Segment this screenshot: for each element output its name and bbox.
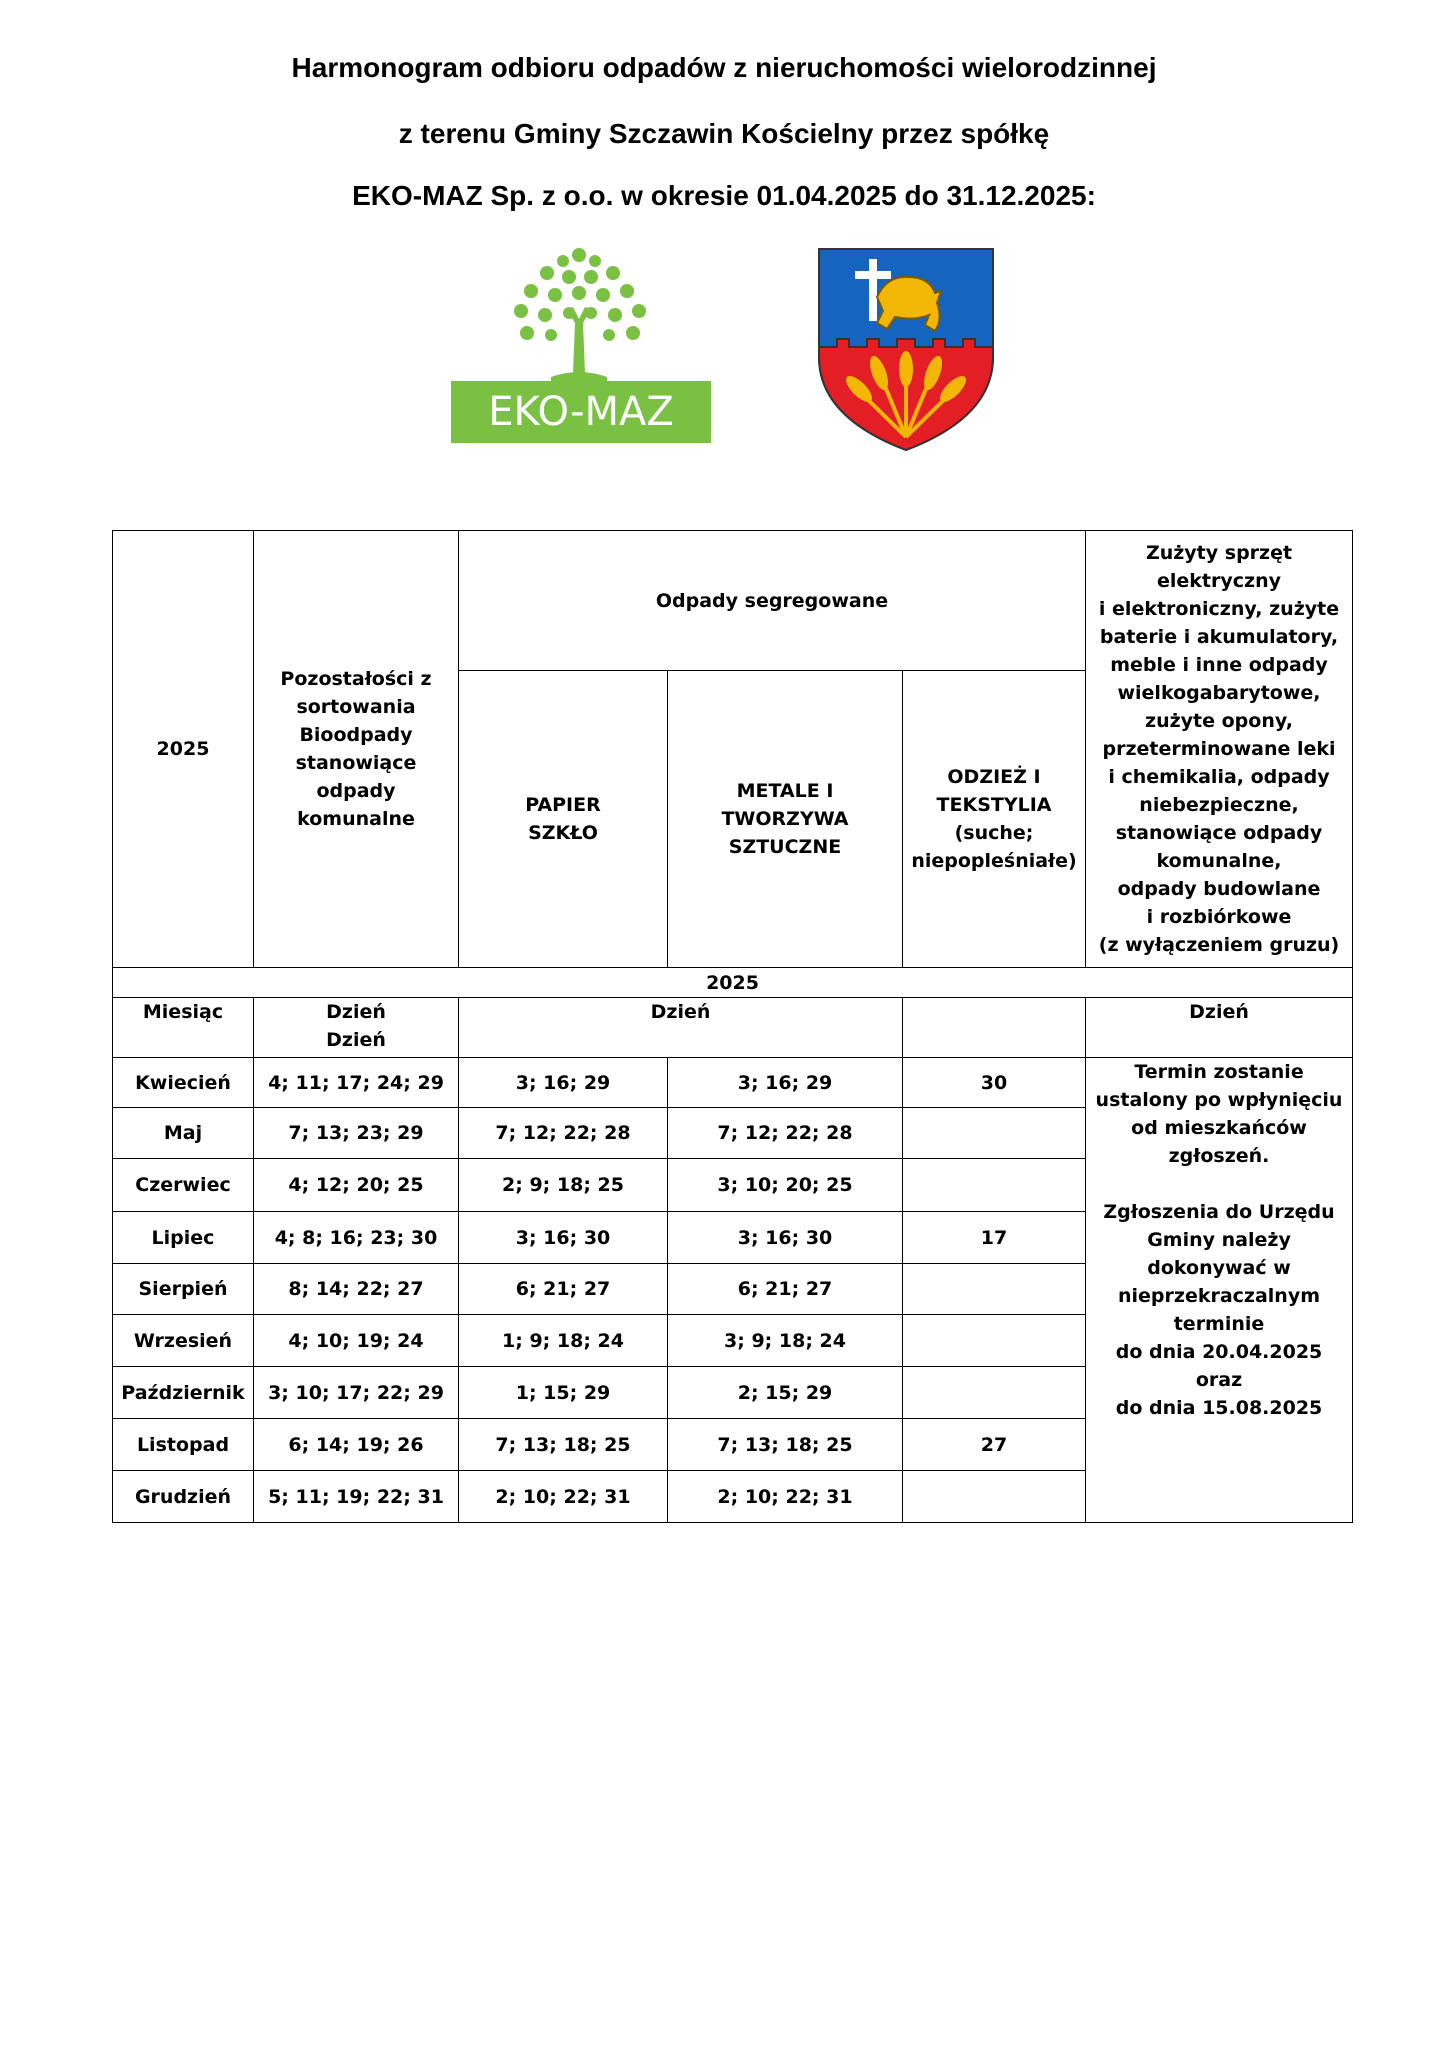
paper-glass-days: 1; 9; 18; 24 [459, 1315, 668, 1367]
bulky-waste-header-b: odpady budowlane i rozbiórkowe (z wyłączeniem gruzu) [1098, 878, 1340, 956]
day-label-textile-empty [903, 998, 1086, 1058]
month-cell: Październik [113, 1367, 254, 1419]
eko-maz-logo-text: EKO-MAZ [488, 389, 674, 435]
year-header: 2025 [113, 531, 254, 968]
document-title-line-2: z terenu Gminy Szczawin Kościelny przez spółkę [398, 118, 1050, 149]
paper-glass-days: 6; 21; 27 [459, 1264, 668, 1315]
metal-plastic-days: 7; 13; 18; 25 [668, 1419, 903, 1471]
textile-days: 17 [903, 1212, 1086, 1264]
textile-days [903, 1264, 1086, 1315]
mixed-waste-days: 3; 10; 17; 22; 29 [254, 1367, 459, 1419]
metal-plastic-days: 3; 9; 18; 24 [668, 1315, 903, 1367]
month-cell: Listopad [113, 1419, 254, 1471]
textile-header: ODZIEŻ I TEKSTYLIA (suche; niepopleśniałe) [903, 671, 1086, 968]
month-cell: Lipiec [113, 1212, 254, 1264]
month-column-label: Miesiąc [113, 998, 254, 1058]
mixed-waste-days: 5; 11; 19; 22; 31 [254, 1471, 459, 1523]
textile-days [903, 1159, 1086, 1212]
table-row [113, 1058, 1353, 1108]
coat-of-arms-image [817, 247, 995, 452]
month-cell: Grudzień [113, 1471, 254, 1523]
paper-glass-days: 7; 13; 18; 25 [459, 1419, 668, 1471]
metal-plastic-days: 3; 10; 20; 25 [668, 1159, 903, 1212]
bulky-waste-header-a: Zużyty sprzęt elektryczny i elektroniczny, zużyte baterie i akumulatory, meble i inne odpady wielkogabarytowe, zużyte opony, przeterminowane leki i chemikalia, odpady niebezpieczne, stanowiące odpady komunalne, [1098, 542, 1340, 872]
bulky-note-term: Termin zostanie ustalony po wpłynięciu od mieszkańców zgłoszeń. [1095, 1061, 1343, 1167]
month-cell: Kwiecień [113, 1058, 254, 1108]
document-title-line-3: EKO-MAZ Sp. z o.o. w okresie 01.04.2025 do 31.12.2025: [352, 180, 1096, 211]
paper-glass-days: 7; 12; 22; 28 [459, 1108, 668, 1159]
eko-maz-logo [451, 243, 711, 443]
paper-glass-days: 1; 15; 29 [459, 1367, 668, 1419]
paper-glass-days: 2; 10; 22; 31 [459, 1471, 668, 1523]
textile-days [903, 1471, 1086, 1523]
collection-schedule-table [112, 530, 1353, 1523]
paper-glass-days: 3; 16; 29 [459, 1058, 668, 1108]
mixed-waste-days: 4; 10; 19; 24 [254, 1315, 459, 1367]
paper-glass-days: 3; 16; 30 [459, 1212, 668, 1264]
textile-days: 30 [903, 1058, 1086, 1108]
segregated-waste-header: Odpady segregowane [459, 531, 1086, 671]
textile-days [903, 1108, 1086, 1159]
mixed-waste-days: 4; 8; 16; 23; 30 [254, 1212, 459, 1264]
year-row: 2025 [113, 968, 1353, 998]
metal-plastic-days: 3; 16; 29 [668, 1058, 903, 1108]
metal-plastic-days: 2; 10; 22; 31 [668, 1471, 903, 1523]
metal-plastic-days: 6; 21; 27 [668, 1264, 903, 1315]
month-cell: Sierpień [113, 1264, 254, 1315]
mixed-waste-days: 6; 14; 19; 26 [254, 1419, 459, 1471]
textile-days: 27 [903, 1419, 1086, 1471]
day-label-bulky: Dzień [1086, 998, 1353, 1058]
day-label-mixed: Dzień Dzień [254, 998, 459, 1058]
metal-plastic-days: 7; 12; 22; 28 [668, 1108, 903, 1159]
mixed-waste-days: 4; 11; 17; 24; 29 [254, 1058, 459, 1108]
metal-plastic-days: 2; 15; 29 [668, 1367, 903, 1419]
mixed-waste-header: Pozostałości z sortowania Bioodpady stanowiące odpady komunalne [254, 531, 459, 968]
paper-glass-days: 2; 9; 18; 25 [459, 1159, 668, 1212]
bulky-waste-header [1086, 531, 1353, 968]
textile-days [903, 1315, 1086, 1367]
month-cell: Wrzesień [113, 1315, 254, 1367]
month-cell: Czerwiec [113, 1159, 254, 1212]
month-cell: Maj [113, 1108, 254, 1159]
metal-plastic-days: 3; 16; 30 [668, 1212, 903, 1264]
day-label-segregated: Dzień [459, 998, 903, 1058]
document-title-line-1: Harmonogram odbioru odpadów z nieruchomości wielorodzinnej [291, 52, 1157, 83]
bulky-note-deadlines: Zgłoszenia do Urzędu Gminy należy dokonywać w nieprzekraczalnym terminie do dnia 20.04.2025 oraz do dnia 15.08.2025 [1103, 1201, 1335, 1419]
metal-plastic-header: METALE I TWORZYWA SZTUCZNE [668, 671, 903, 968]
textile-days [903, 1367, 1086, 1419]
mixed-waste-days: 8; 14; 22; 27 [254, 1264, 459, 1315]
bulky-waste-note [1086, 1058, 1353, 1523]
mixed-waste-days: 4; 12; 20; 25 [254, 1159, 459, 1212]
mixed-waste-days: 7; 13; 23; 29 [254, 1108, 459, 1159]
paper-glass-header: PAPIER SZKŁO [459, 671, 668, 968]
